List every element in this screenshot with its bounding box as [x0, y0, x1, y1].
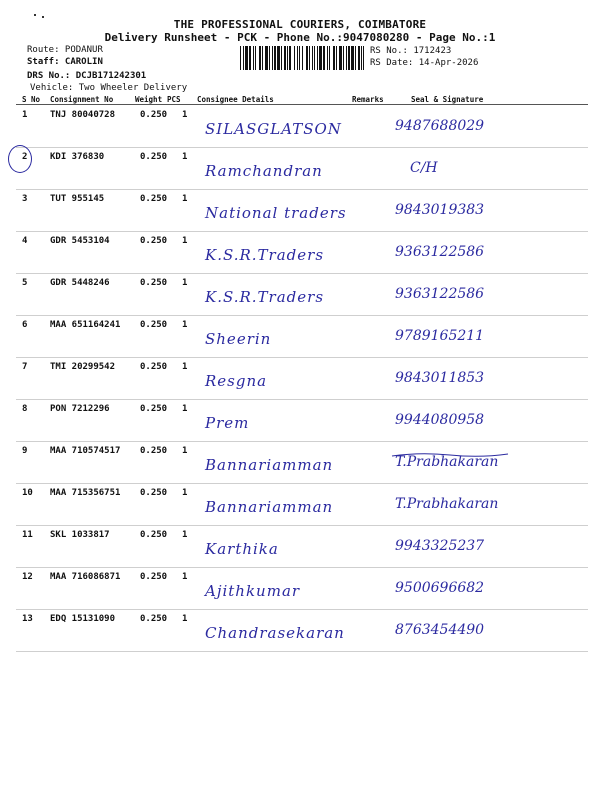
company-title: THE PROFESSIONAL COURIERS, COIMBATORE [173, 18, 427, 31]
row-signature-handwriting: 8763454490 [395, 622, 485, 638]
row-weight: 0.250 [140, 404, 168, 414]
row-divider [16, 357, 588, 358]
row-consignee-handwriting: K.S.R.Traders [205, 246, 325, 264]
row-consignment: TUT 955145 [50, 194, 105, 204]
row-pcs: 1 [182, 614, 188, 624]
row-signature-handwriting: 9487688029 [395, 118, 485, 134]
row-divider [16, 483, 588, 484]
row-pcs: 1 [182, 404, 188, 414]
route-text: Route: PODANUR [27, 45, 103, 55]
row-weight: 0.250 [140, 152, 168, 162]
rs-date: RS Date: 14-Apr-2026 [370, 58, 479, 68]
row-divider [16, 651, 588, 652]
row-2-circle-mark [8, 145, 32, 173]
row-divider [16, 315, 588, 316]
col-seal: Seal & Signature [411, 95, 484, 104]
row-signature-handwriting: 9500696682 [395, 580, 485, 596]
row-sno: 7 [22, 362, 28, 372]
row-consignment: PON 7212296 [50, 404, 110, 414]
row-consignee-handwriting: Ajithkumar [205, 582, 301, 600]
row-signature-handwriting: 9843019383 [395, 202, 485, 218]
row-divider [16, 609, 588, 610]
row-weight: 0.250 [140, 572, 168, 582]
scan-speck [34, 14, 36, 16]
col-pcs: PCS [167, 95, 181, 104]
row-pcs: 1 [182, 152, 188, 162]
row-weight: 0.250 [140, 194, 168, 204]
row-pcs: 1 [182, 530, 188, 540]
row-consignment: KDI 376830 [50, 152, 105, 162]
row-consignee-handwriting: Bannariamman [205, 498, 334, 516]
row-signature-handwriting: 9943325237 [395, 538, 485, 554]
barcode-image [240, 46, 364, 70]
row-divider [16, 231, 588, 232]
row-divider [16, 147, 588, 148]
row-divider [16, 399, 588, 400]
row-weight: 0.250 [140, 530, 168, 540]
row-sno: 13 [22, 614, 33, 624]
row-consignment: MAA 651164241 [50, 320, 121, 330]
row-weight: 0.250 [140, 236, 168, 246]
row-consignee-handwriting: K.S.R.Traders [205, 288, 325, 306]
row-consignment: TNJ 80040728 [50, 110, 116, 120]
row-weight: 0.250 [140, 446, 168, 456]
row-consignee-handwriting: SILASGLATSON [205, 120, 342, 138]
rs-number: RS No.: 1712423 [370, 46, 452, 56]
row-sno: 8 [22, 404, 28, 414]
row-sno: 10 [22, 488, 33, 498]
row-signature-handwriting: T.Prabhakaran [395, 454, 499, 470]
row-divider [16, 441, 588, 442]
row-divider [16, 273, 588, 274]
row-consignment: EDQ 15131090 [50, 614, 116, 624]
drs-number: DRS No.: DCJB171242301 [27, 71, 147, 81]
row-signature-handwriting: 9363122586 [395, 244, 485, 260]
row-weight: 0.250 [140, 278, 168, 288]
row-pcs: 1 [182, 446, 188, 456]
row-sno: 5 [22, 278, 28, 288]
row-weight: 0.250 [140, 614, 168, 624]
row-consignee-handwriting: Resgna [205, 372, 268, 390]
row-pcs: 1 [182, 320, 188, 330]
row-signature-handwriting: C/H [410, 160, 438, 176]
row-sno: 6 [22, 320, 28, 330]
row-divider [16, 189, 588, 190]
row-consignment: MAA 715356751 [50, 488, 121, 498]
row-weight: 0.250 [140, 320, 168, 330]
vehicle-text: Vehicle: Two Wheeler Delivery [30, 83, 188, 93]
row-pcs: 1 [182, 362, 188, 372]
row-signature-handwriting: 9843011853 [395, 370, 485, 386]
row-consignment: GDR 5453104 [50, 236, 110, 246]
row-weight: 0.250 [140, 362, 168, 372]
row-pcs: 1 [182, 194, 188, 204]
row-pcs: 1 [182, 278, 188, 288]
col-remarks: Remarks [352, 95, 384, 104]
row-consignee-handwriting: Chandrasekaran [205, 624, 345, 642]
row-signature-handwriting: 9363122586 [395, 286, 485, 302]
runsheet-subtitle: Delivery Runsheet - PCK - Phone No.:9047080280 - Page No.:1 [104, 31, 496, 44]
col-sno: S No [22, 95, 41, 104]
col-consignee: Consignee Details [197, 95, 274, 104]
row-pcs: 1 [182, 488, 188, 498]
row-consignment: GDR 5448246 [50, 278, 110, 288]
row-sno: 11 [22, 530, 33, 540]
row-signature-handwriting: T.Prabhakaran [395, 496, 499, 512]
row-sno: 4 [22, 236, 28, 246]
col-weight: Weight [135, 95, 163, 104]
row-consignee-handwriting: Ramchandran [205, 162, 323, 180]
staff-text: Staff: CAROLIN [27, 57, 103, 67]
row-pcs: 1 [182, 236, 188, 246]
row-sno: 3 [22, 194, 28, 204]
row-consignment: MAA 716086871 [50, 572, 121, 582]
row-divider [16, 567, 588, 568]
row-sno: 1 [22, 110, 28, 120]
row-pcs: 1 [182, 572, 188, 582]
row-divider [16, 525, 588, 526]
col-consignment: Consignment No [50, 95, 114, 104]
row-consignee-handwriting: National traders [205, 204, 347, 222]
row-consignment: MAA 710574517 [50, 446, 121, 456]
row-sno: 2 [22, 152, 28, 162]
row-consignment: TMI 20299542 [50, 362, 116, 372]
row-consignment: SKL 1033817 [50, 530, 110, 540]
row-consignee-handwriting: Prem [205, 414, 250, 432]
row-sno: 12 [22, 572, 33, 582]
row-pcs: 1 [182, 110, 188, 120]
pen-scribble [390, 450, 510, 460]
row-weight: 0.250 [140, 488, 168, 498]
row-signature-handwriting: 9944080958 [395, 412, 485, 428]
row-consignee-handwriting: Karthika [205, 540, 279, 558]
row-signature-handwriting: 9789165211 [395, 328, 485, 344]
row-consignee-handwriting: Sheerin [205, 330, 272, 348]
row-weight: 0.250 [140, 110, 168, 120]
row-sno: 9 [22, 446, 28, 456]
header-divider [16, 104, 588, 105]
row-consignee-handwriting: Bannariamman [205, 456, 334, 474]
